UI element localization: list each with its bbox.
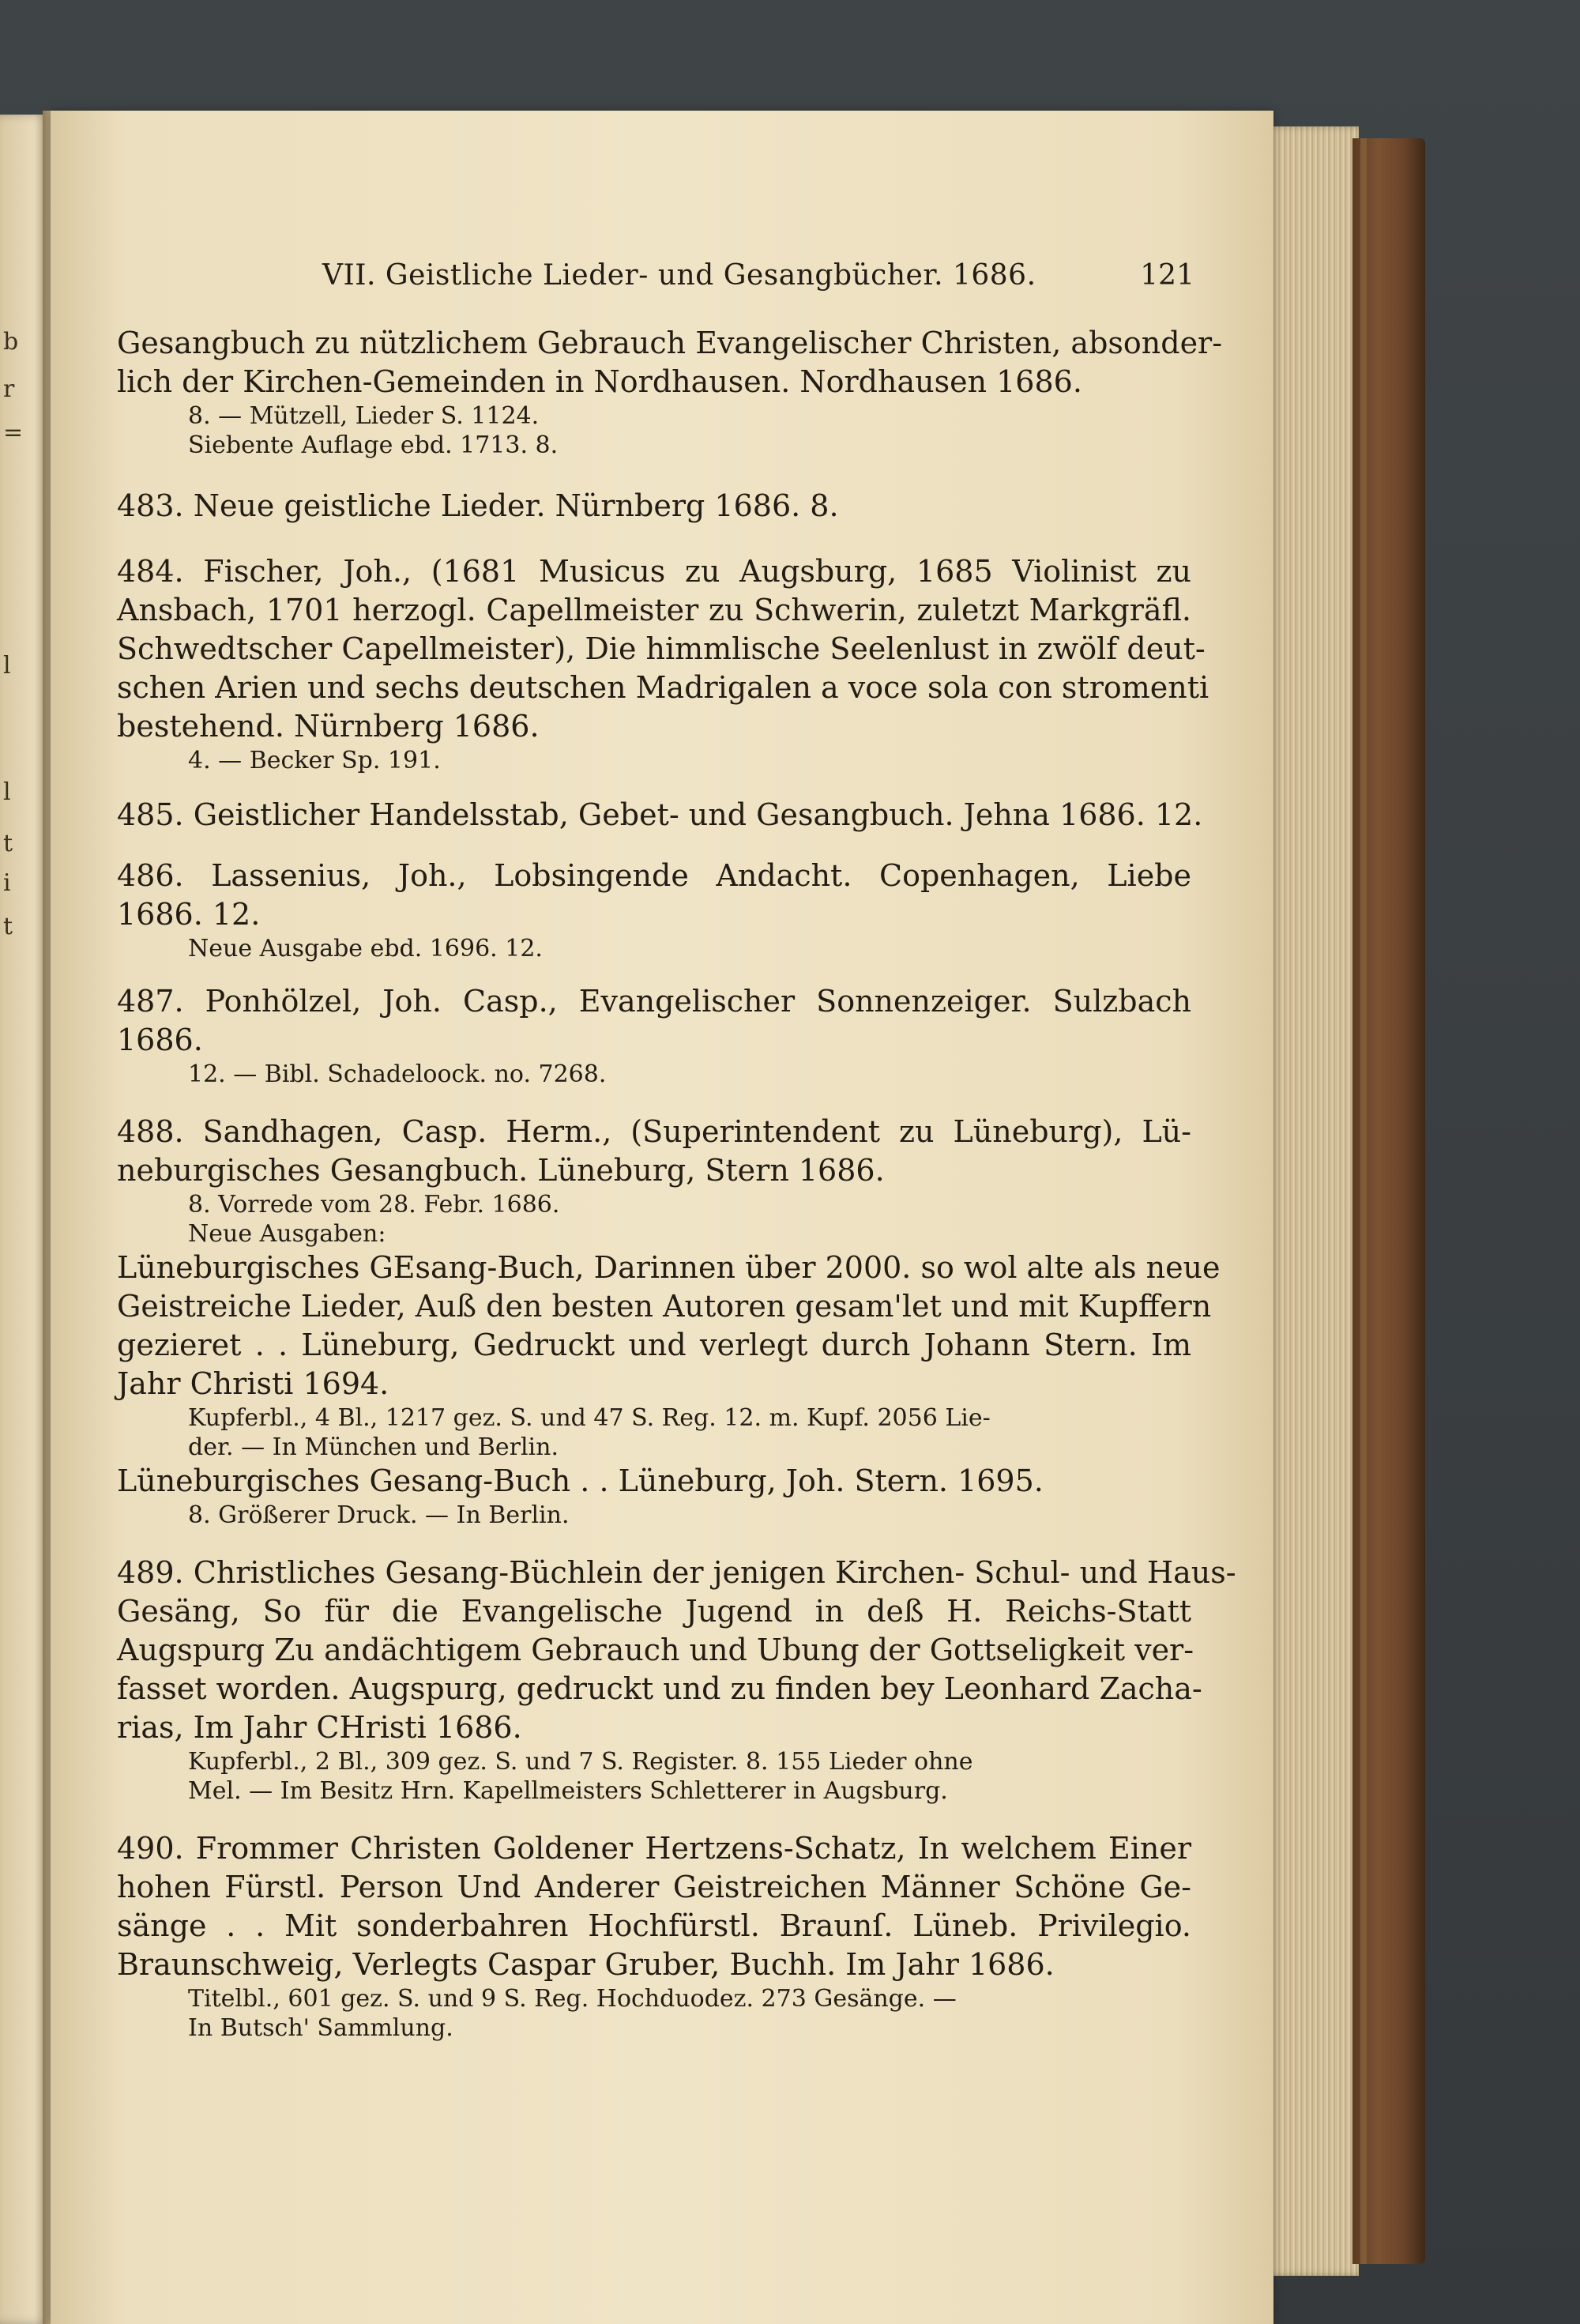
continuation-entry	[117, 324, 1223, 460]
entry-line: neburgisches Gesangbuch. Lüneburg, Stern 1686.	[117, 1153, 885, 1188]
entry-line: 484. Fischer, Joh., (1681 Musicus zu Augsburg, 1685 Violinist zu	[117, 554, 1191, 589]
entry-line: Schwedtscher Capellmeister), Die himmlische Seelenlust in zwölf deut-	[117, 631, 1206, 666]
entry-line: lich der Kirchen-Gemeinden in Nordhausen. Nordhausen 1686.	[117, 364, 1082, 399]
entry-line: 1686. 12.	[117, 897, 261, 932]
page-block-edges	[1264, 126, 1359, 2276]
entry-line: Braunschweig, Verlegts Caspar Gruber, Buchh. Im Jahr 1686.	[117, 1947, 1055, 1982]
entry-line: rias, Im Jahr CHristi 1686.	[117, 1710, 522, 1745]
entry-note: Siebente Auflage ebd. 1713. 8.	[188, 431, 559, 459]
sub-entry-note: der. — In München und Berlin.	[188, 1433, 559, 1461]
sub-entry-line: Geistreiche Lieder, Auß den besten Autoren gesam'let und mit Kupffern	[117, 1289, 1212, 1324]
entry-490	[117, 1829, 1191, 2043]
left-page-fragment: l	[3, 652, 11, 680]
entry-line: 483. Neue geistliche Lieder. Nürnberg 1686. 8.	[117, 488, 839, 523]
entry-note: 8. — Mützell, Lieder S. 1124.	[188, 402, 540, 430]
entry-486	[117, 857, 1191, 963]
sub-entry-line: gezieret . . Lüneburg, Gedruckt und verlegt durch Johann Stern. Im	[117, 1328, 1191, 1362]
page-number: 121	[1140, 259, 1194, 292]
entry-line: 487. Ponhölzel, Joh. Casp., Evangelischer Sonnenzeiger. Sulzbach	[117, 984, 1191, 1019]
entry-487	[117, 982, 1191, 1089]
entry-line: fasset worden. Augspurg, gedruckt und zu finden bey Leonhard Zacha-	[117, 1671, 1202, 1706]
entry-line: Ansbach, 1701 herzogl. Capellmeister zu Schwerin, zuletzt Markgräfl.	[117, 593, 1191, 627]
left-page-fragment: l	[3, 778, 11, 806]
entry-line: 490. Frommer Christen Goldener Hertzens-Schatz, In welchem Einer	[117, 1831, 1191, 1866]
entry-note: 8. Vorrede vom 28. Febr. 1686.	[188, 1191, 560, 1218]
sub-entry-line: Jahr Christi 1694.	[117, 1366, 389, 1401]
entry-line: bestehend. Nürnberg 1686.	[117, 709, 540, 744]
entry-note: In Butsch' Sammlung.	[188, 2014, 453, 2042]
entry-line: hohen Fürstl. Person Und Anderer Geistreichen Männer Schöne Ge-	[117, 1870, 1191, 1904]
entry-line: Gesäng, So für die Evangelische Jugend in deß H. Reichs-Statt	[117, 1594, 1191, 1629]
sub-entry-note: Kupferbl., 4 Bl., 1217 gez. S. und 47 S. Reg. 12. m. Kupf. 2056 Lie-	[188, 1404, 991, 1432]
running-head-title: VII. Geistliche Lieder- und Gesangbücher. 1686.	[322, 259, 1036, 292]
entry-line: sänge . . Mit sonderbahren Hochfürstl. Braunſ. Lüneb. Privilegio.	[117, 1908, 1191, 1943]
entry-488	[117, 1113, 1221, 1530]
page-text	[117, 253, 1236, 2043]
entry-note: Kupferbl., 2 Bl., 309 gez. S. und 7 S. Register. 8. 155 Lieder ohne	[188, 1748, 973, 1776]
entry-489	[117, 1554, 1236, 1806]
running-head	[117, 253, 1194, 300]
entry-note: Neue Ausgaben:	[188, 1220, 386, 1248]
book-page	[51, 111, 1273, 2324]
entry-note: Titelbl., 601 gez. S. und 9 S. Reg. Hochduodez. 273 Gesänge. —	[188, 1985, 957, 2013]
left-page-fragment: t	[3, 830, 13, 857]
entry-line: 485. Geistlicher Handelsstab, Gebet- und Gesangbuch. Jehna 1686. 12.	[117, 797, 1203, 832]
left-page-fragment: t	[3, 913, 13, 940]
entry-line: Augspurg Zu andächtigem Gebrauch und Ubung der Gottseligkeit ver-	[117, 1633, 1194, 1667]
entry-note: Neue Ausgabe ebd. 1696. 12.	[188, 935, 543, 962]
entry-note: 12. — Bibl. Schadeloock. no. 7268.	[188, 1060, 607, 1088]
book-cover	[1352, 138, 1425, 2264]
left-page-fragment: b	[3, 328, 19, 356]
entry-line: Gesangbuch zu nützlichem Gebrauch Evangelischer Christen, absonder-	[117, 326, 1223, 360]
entry-note: Mel. — Im Besitz Hrn. Kapellmeisters Schletterer in Augsburg.	[188, 1777, 948, 1805]
entry-line: 486. Lassenius, Joh., Lobsingende Andacht. Copenhagen, Liebe	[117, 858, 1191, 893]
left-page-fragment: i	[3, 869, 11, 897]
sub-entry-line: Lüneburgisches GEsang-Buch, Darinnen über 2000. so wol alte als neue	[117, 1250, 1221, 1285]
sub-entry-line: Lüneburgisches Gesang-Buch . . Lüneburg, Joh. Stern. 1695.	[117, 1463, 1044, 1498]
left-page-edge	[0, 115, 49, 2324]
entry-line: 488. Sandhagen, Casp. Herm., (Superintendent zu Lüneburg), Lü-	[117, 1114, 1191, 1149]
sub-entry-note: 8. Größerer Druck. — In Berlin.	[188, 1501, 570, 1529]
entry-line: schen Arien und sechs deutschen Madrigalen a voce sola con stromenti	[117, 670, 1209, 705]
entry-483	[117, 487, 1191, 525]
entry-484	[117, 552, 1209, 775]
entry-line: 1686.	[117, 1023, 203, 1057]
left-page-fragment: =	[3, 419, 24, 446]
entry-485	[117, 796, 1203, 834]
left-page-fragment: r	[3, 375, 15, 403]
entry-note: 4. — Becker Sp. 191.	[188, 747, 441, 774]
entry-line: 489. Christliches Gesang-Büchlein der jenigen Kirchen- Schul- und Haus-	[117, 1555, 1236, 1590]
